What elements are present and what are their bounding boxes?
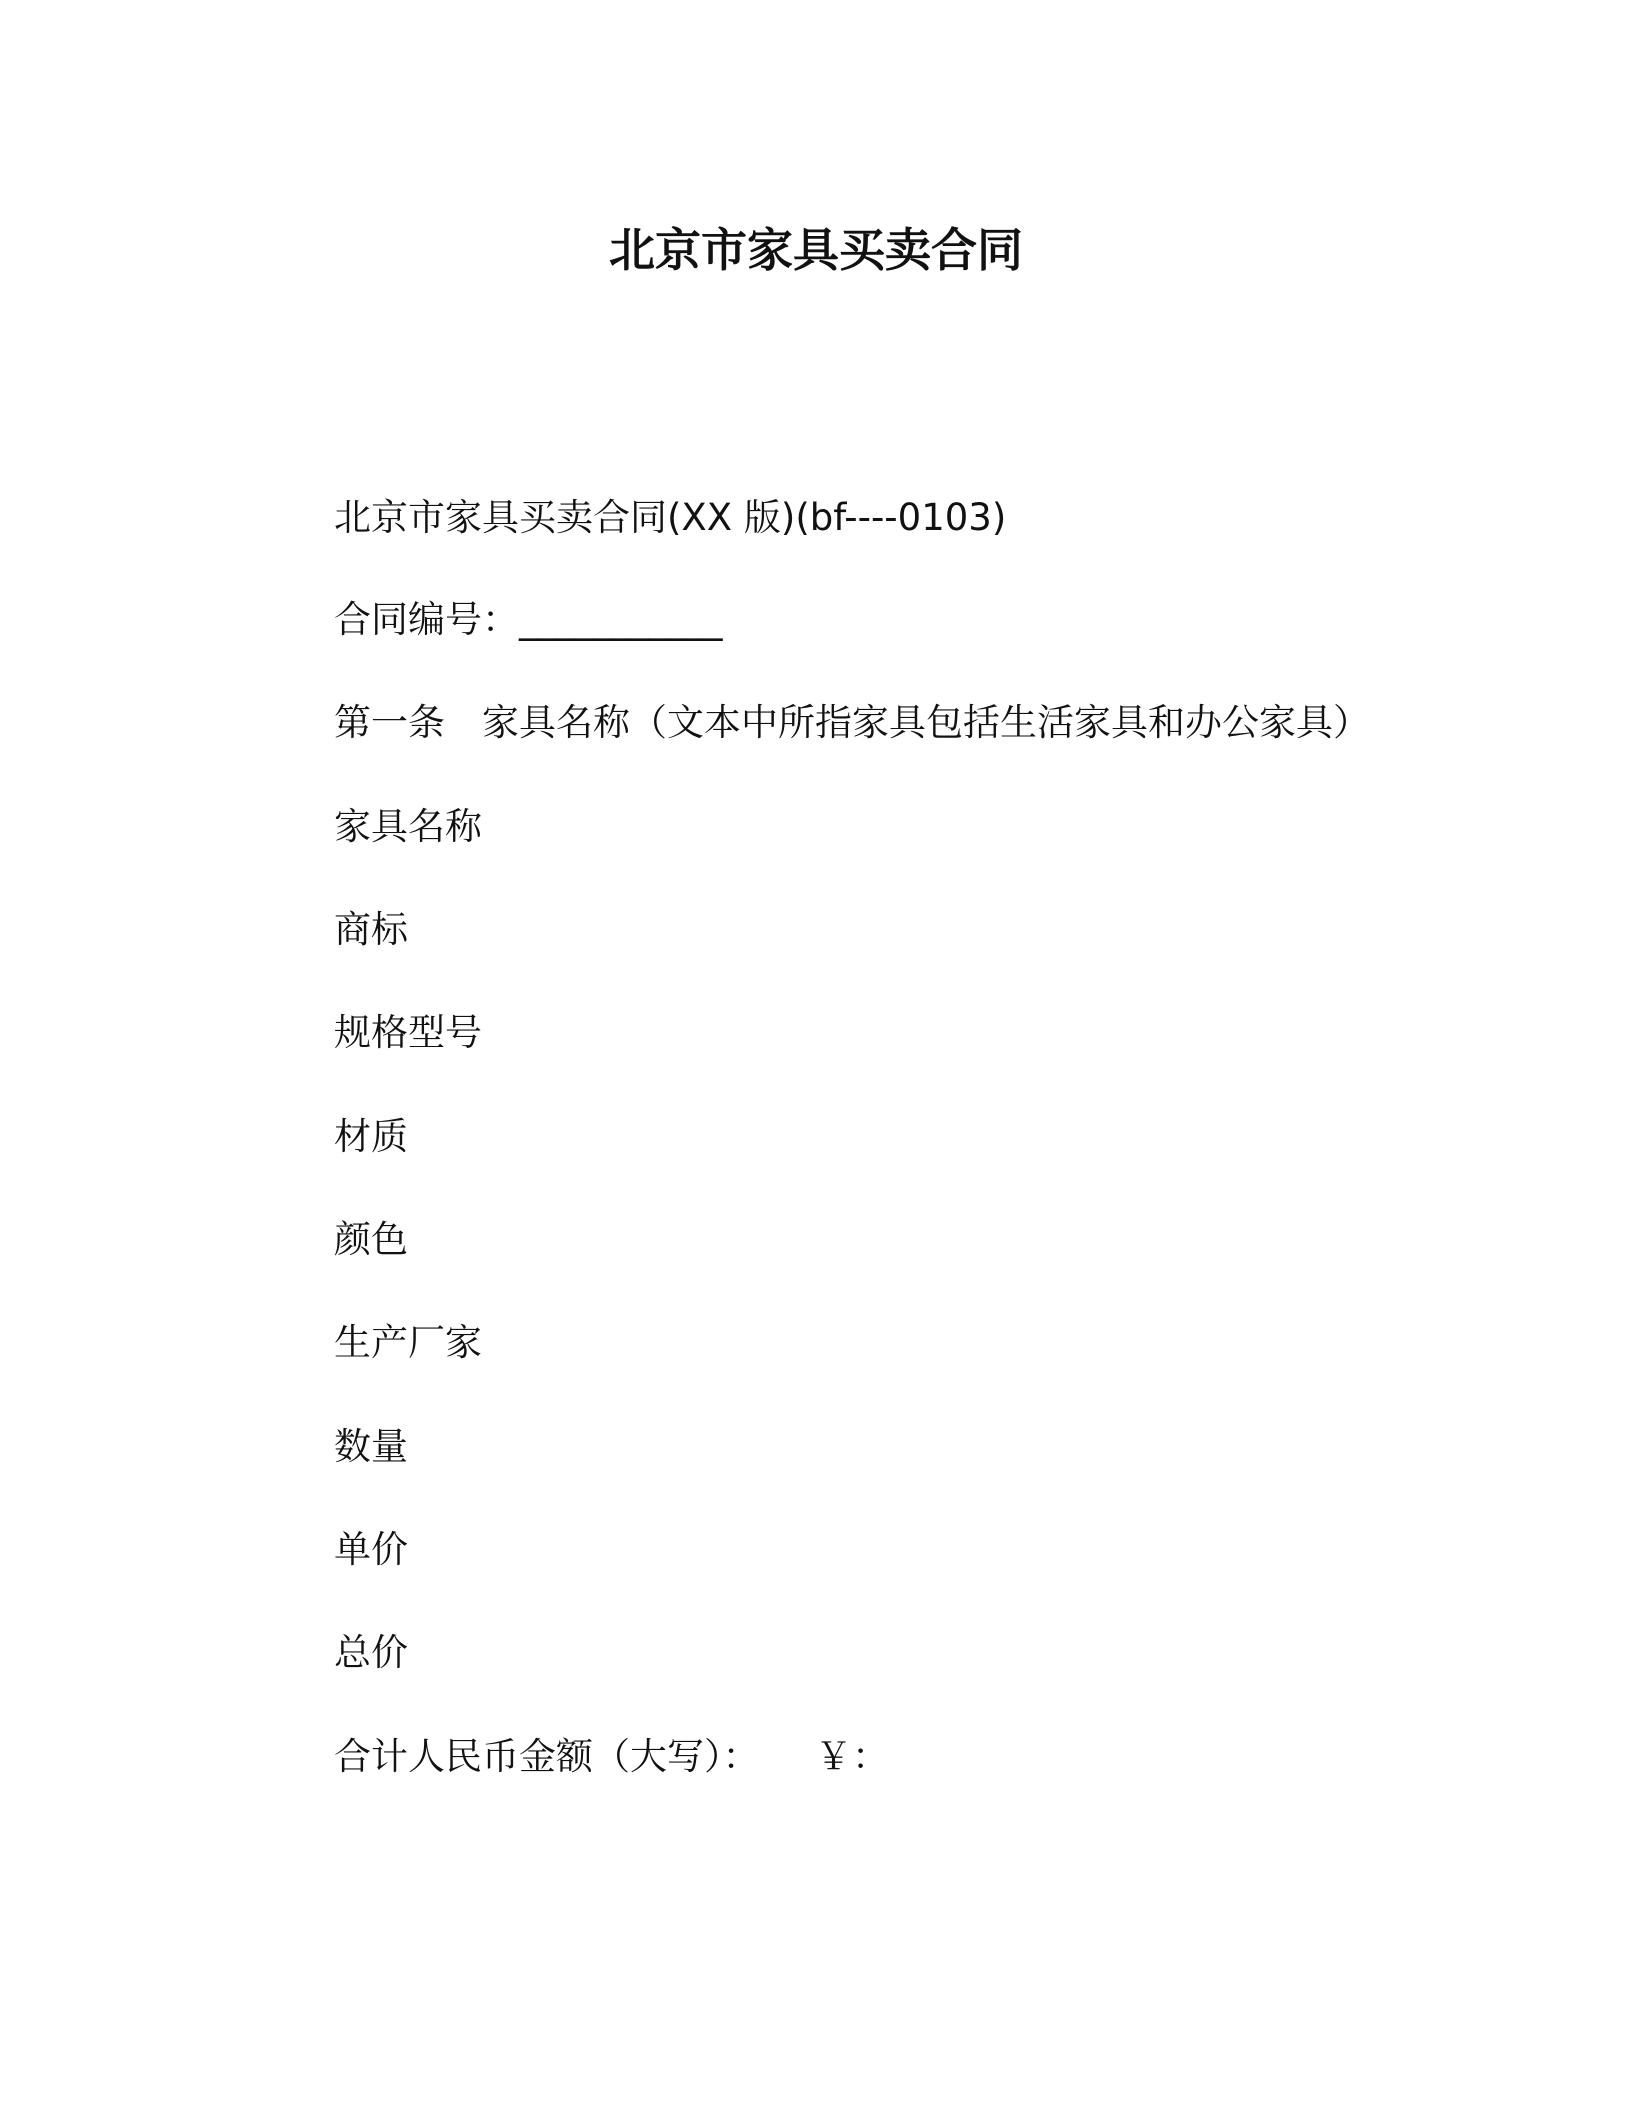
- field-total-amount-rmb: 合计人民币金额（大写）： ￥：: [334, 1735, 889, 1778]
- field-material: 材质: [334, 1115, 408, 1158]
- contract-number-line: 合同编号：___________: [334, 598, 723, 641]
- field-manufacturer: 生产厂家: [334, 1321, 482, 1364]
- field-color: 颜色: [334, 1218, 408, 1261]
- field-unit-price: 单价: [334, 1528, 408, 1571]
- field-quantity: 数量: [334, 1425, 408, 1468]
- document-title: 北京市家具买卖合同: [609, 223, 1023, 277]
- field-model: 规格型号: [334, 1011, 482, 1054]
- article-one-heading: 第一条 家具名称（文本中所指家具包括生活家具和办公家具）: [334, 701, 1370, 744]
- contract-version-line: 北京市家具买卖合同(XX 版)(bf----0103): [334, 496, 1007, 539]
- field-trademark: 商标: [334, 908, 408, 951]
- field-total-price: 总价: [334, 1631, 408, 1674]
- field-furniture-name: 家具名称: [334, 805, 482, 848]
